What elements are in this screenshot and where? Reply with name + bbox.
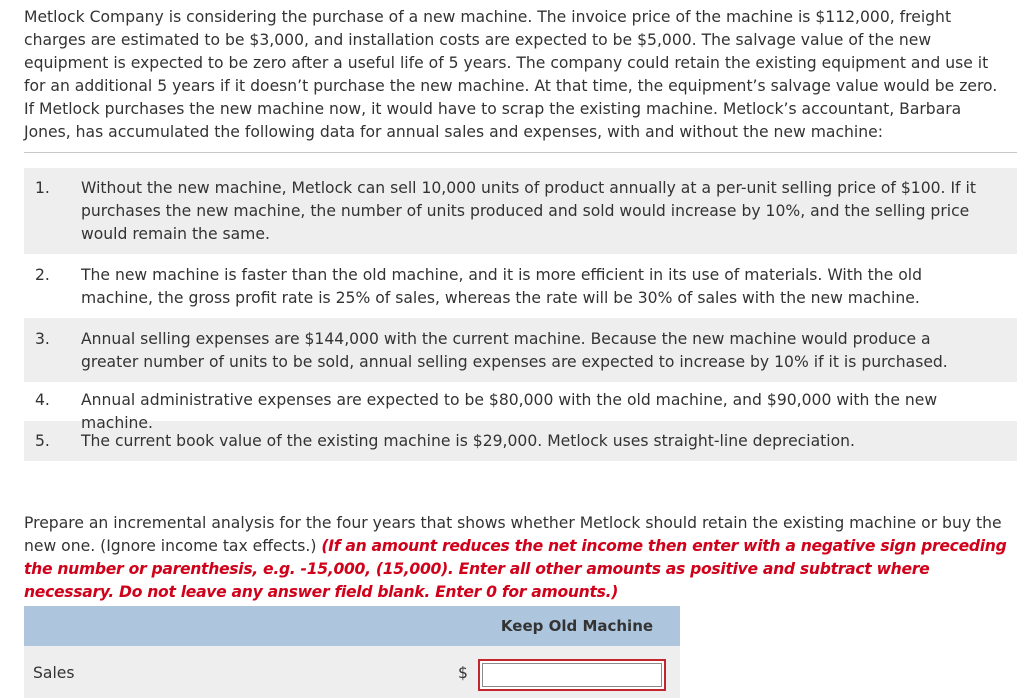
section-divider [24,152,1017,153]
list-item-text: The current book value of the existing machine is $29,000. Metlock uses straight-line depreciation. [81,432,855,450]
analysis-table-header [24,606,680,646]
instructions-text: Prepare an incremental analysis for the four years that shows whether Metlock should retain the existing machine or buy the new one. (Ignore income tax effects.) [24,514,1002,555]
list-item-text: Without the new machine, Metlock can sell 10,000 units of product annually at a per-unit selling price of $100. If it purchases the new machine, the number of units produced and sold would increase by 10%, and the selling price would remain the same. [81,179,976,243]
problem-intro: Metlock Company is considering the purchase of a new machine. The invoice price of the machine is $112,000, freight charges are estimated to be $3,000, and installation costs are expected to be $5,000. The salvage value of the new equipment is expected to be zero after a useful life of 5 years. The company could retain the existing equipment and use it for an additional 5 years if it doesn’t purchase the new machine. At that time, the equipment’s salvage value would be zero. If Metlock purchases the new machine now, it would have to scrap the existing machine. Metlock’s accountant, Barbara Jones, has accumulated the following data for annual sales and expenses, with and without the new machine: [24,8,998,141]
column-header-keep-old-machine: Keep Old Machine [500,617,654,635]
list-item-number: 3. [35,330,50,348]
list-item-number: 1. [35,179,50,197]
list-item-text: Annual selling expenses are $144,000 with the current machine. Because the new machine would produce a greater number of units to be sold, annual selling expenses are expected to increase by 10% if it is purchased. [81,330,948,371]
currency-symbol: $ [458,664,468,682]
list-item-number: 2. [35,266,50,284]
instructions-note: (If an amount reduces the net income then enter with a negative sign preceding the number or parenthesis, e.g. -15,000, (15,000). Enter all other amounts as positive and subtract where necessary. Do not leave any answer field blank. Enter 0 for amounts.) [24,537,1007,601]
list-item [24,254,1017,318]
list-item [24,421,1017,461]
list-item [24,382,1017,432]
list-item [24,168,1017,254]
list-item [24,318,1017,382]
list-item-text: Annual administrative expenses are expected to be $80,000 with the old machine, and $90,000 with the new machine. [81,391,938,432]
list-item-number: 5. [35,432,50,450]
sales-keep-old-input[interactable] [482,663,662,687]
row-label-sales: Sales [33,664,75,682]
data-list [24,168,1017,461]
instructions [24,512,1019,604]
table-row [24,646,680,698]
sales-input-frame [478,659,666,691]
list-item-number: 4. [35,391,50,409]
list-item-text: The new machine is faster than the old machine, and it is more efficient in its use of materials. With the old machine, the gross profit rate is 25% of sales, whereas the rate will be 30% of sales with the new machine. [81,266,923,307]
